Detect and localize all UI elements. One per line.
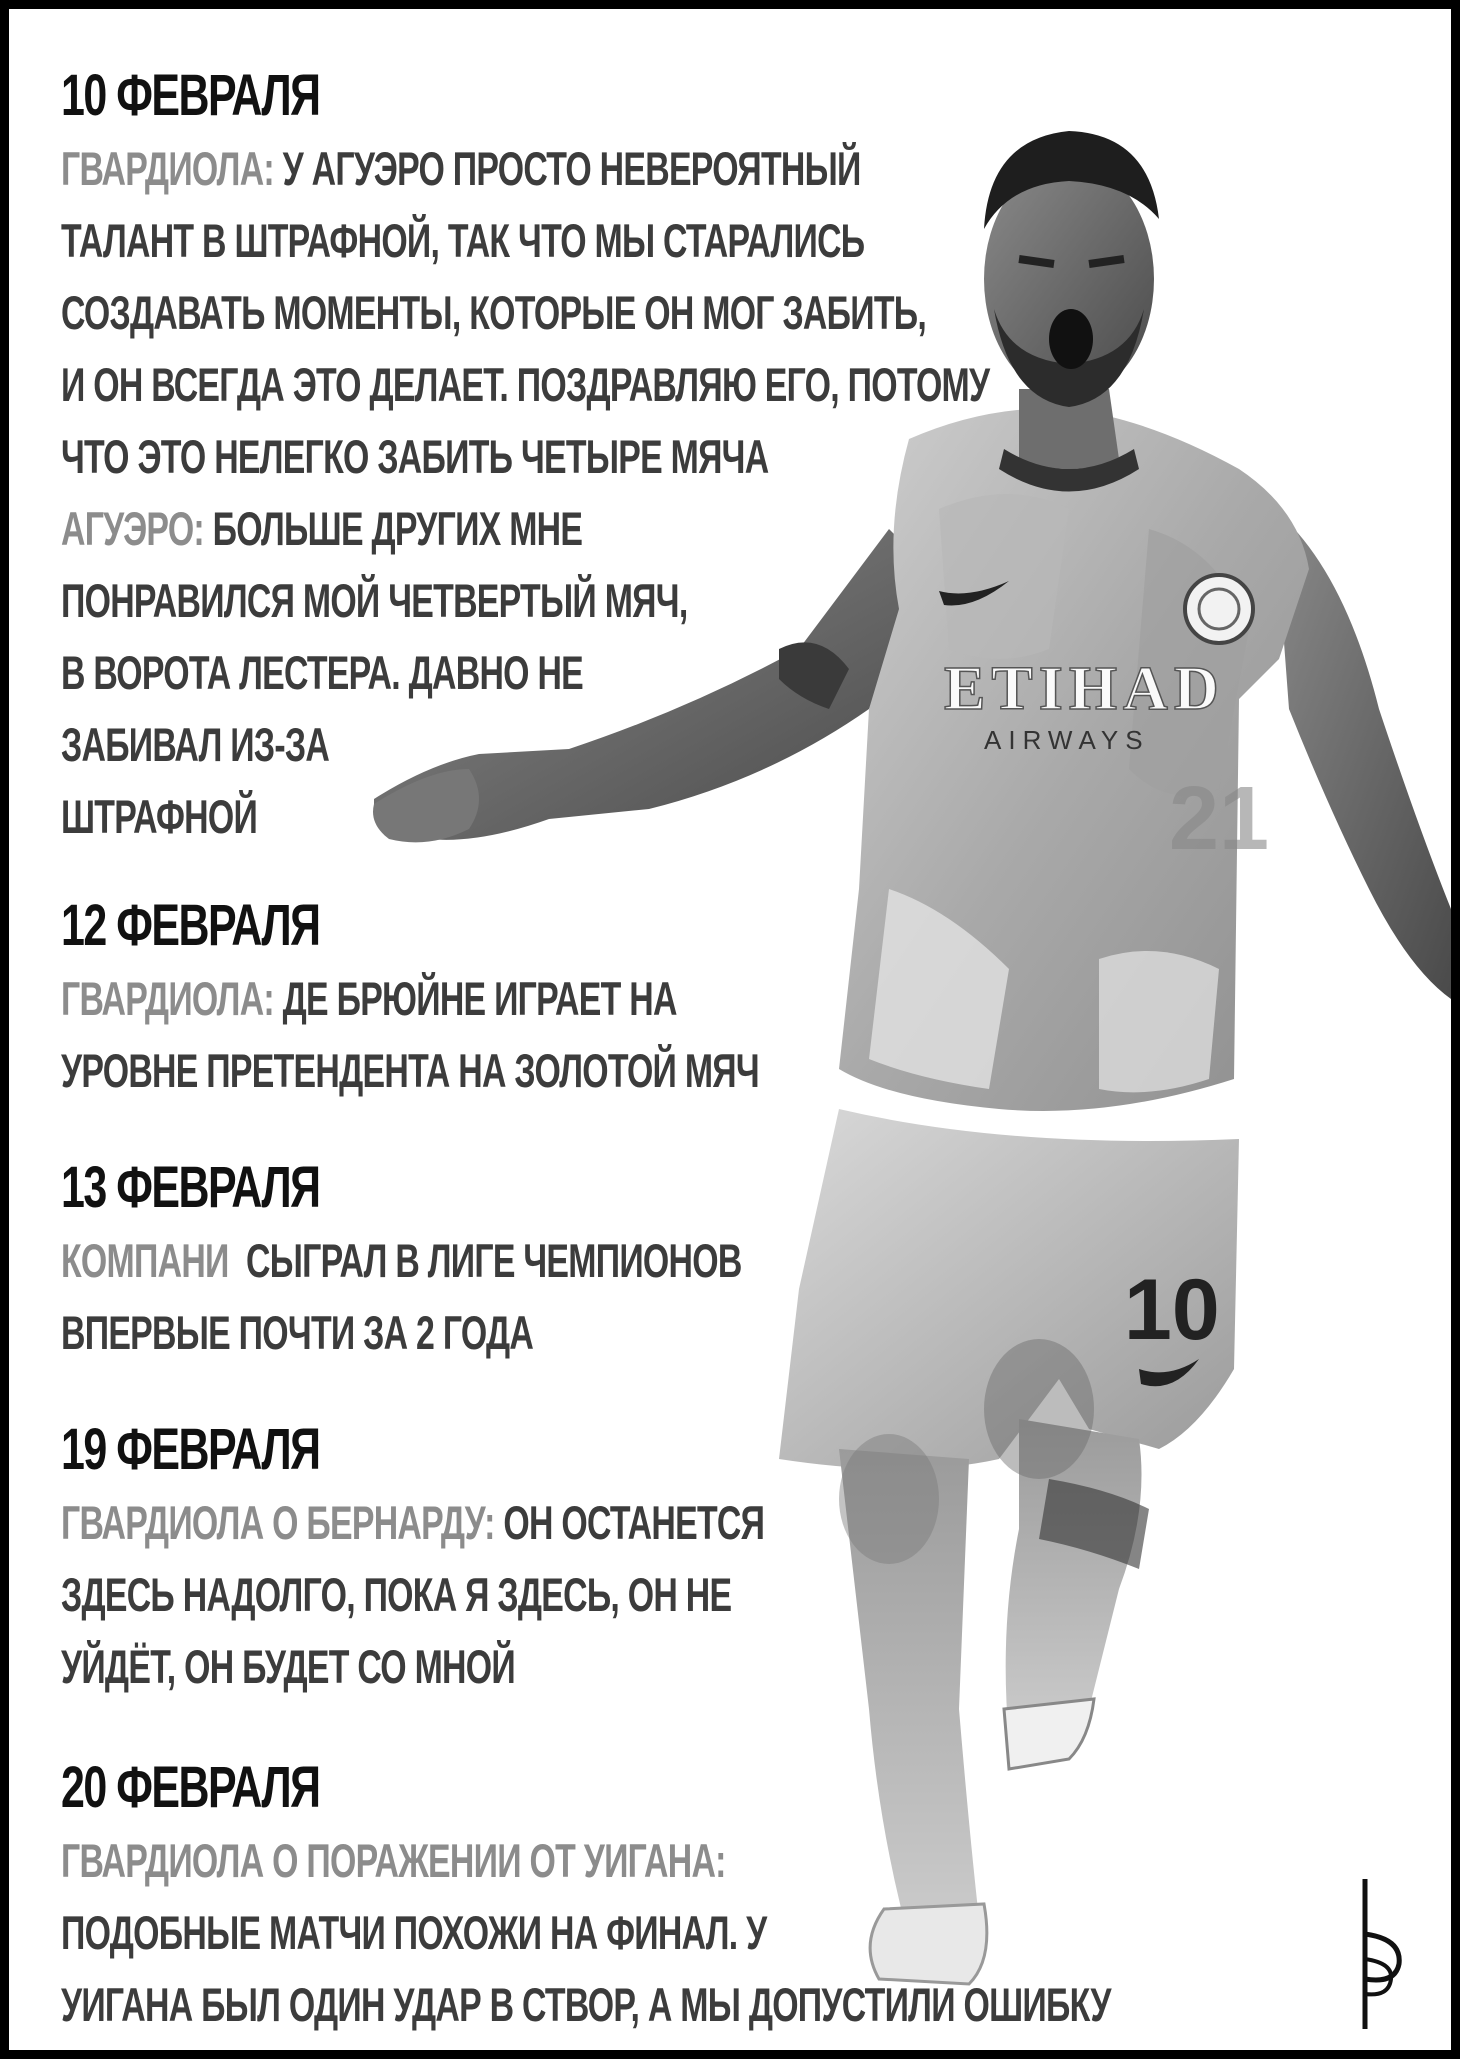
quote-line: УЙДЁТ, ОН БУДЕТ СО МНОЙ [61,1640,515,1693]
quote-line: ВПЕРВЫЕ ПОЧТИ ЗА 2 ГОДА [61,1306,534,1359]
speaker-label: АГУЭРО: [61,502,204,555]
entry-quote [61,1225,742,1369]
speaker-label: ГВАРДИОЛА: [61,972,274,1025]
shirt-sponsor-sub: AIRWAYS [984,725,1150,755]
shorts-number: 10 [1124,1262,1220,1358]
entry-date: 12 ФЕВРАЛЯ [61,893,320,958]
entry-quote [61,1825,1111,2041]
shirt-number: 21 [1169,769,1270,869]
speaker-label: ГВАРДИОЛА О ПОРАЖЕНИИ ОТ УИГАНА: [61,1834,726,1887]
quote-line: ДЕ БРЮЙНЕ ИГРАЕТ НА [282,972,677,1025]
quote-line: В ВОРОТА ЛЕСТЕРА. ДАВНО НЕ [61,646,584,699]
quote-line: И ОН ВСЕГДА ЭТО ДЕЛАЕТ. ПОЗДРАВЛЯЮ ЕГО, ПОТОМУ [61,358,990,411]
entry-feb-13 [61,1155,1006,1369]
quote-line: У АГУЭРО ПРОСТО НЕВЕРОЯТНЫЙ [282,142,861,195]
entry-quote [61,963,759,1107]
quote-line: ЗДЕСЬ НАДОЛГО, ПОКА Я ЗДЕСЬ, ОН НЕ [61,1568,732,1621]
entry-feb-19 [61,1417,1038,1703]
entry-feb-10 [61,63,1350,853]
quote-line: ЧТО ЭТО НЕЛЕГКО ЗАБИТЬ ЧЕТЫРЕ МЯЧА [61,430,769,483]
entry-date: 13 ФЕВРАЛЯ [61,1155,320,1220]
quote-line: ПОДОБНЫЕ МАТЧИ ПОХОЖИ НА ФИНАЛ. У [61,1906,767,1959]
entry-quote [61,133,989,853]
quote-line: ЗАБИВАЛ ИЗ-ЗА [61,718,330,771]
quote-line: СЫГРАЛ В ЛИГЕ ЧЕМПИОНОВ [246,1234,742,1287]
speaker-label: ГВАРДИОЛА О БЕРНАРДУ: [61,1496,495,1549]
quote-line: БОЛЬШЕ ДРУГИХ МНЕ [212,502,583,555]
entry-date: 19 ФЕВРАЛЯ [61,1417,320,1482]
quote-line: ШТРАФНОЙ [61,790,258,843]
quote-line: УИГАНА БЫЛ ОДИН УДАР В СТВОР, А МЫ ДОПУСТИЛИ ОШИБКУ [61,1978,1111,2031]
quote-line: ТАЛАНТ В ШТРАФНОЙ, ТАК ЧТО МЫ СТАРАЛИСЬ [61,214,865,267]
entry-date: 10 ФЕВРАЛЯ [61,63,320,128]
entry-feb-20 [61,1755,1451,2041]
quote-line: ОН ОСТАНЕТСЯ [503,1496,765,1549]
quote-line: ПОНРАВИЛСЯ МОЙ ЧЕТВЕРТЫЙ МЯЧ, [61,574,688,627]
entry-date: 20 ФЕВРАЛЯ [61,1755,320,1820]
speaker-label: ГВАРДИОЛА: [61,142,274,195]
quote-line: СОЗДАВАТЬ МОМЕНТЫ, КОТОРЫЕ ОН МОГ ЗАБИТЬ, [61,286,927,339]
speaker-label: КОМПАНИ [61,1234,229,1287]
monogram-logo-icon [1347,1879,1407,2029]
shirt-sponsor: ETIHAD [944,655,1225,723]
entry-quote [61,1487,764,1703]
quote-line: УРОВНЕ ПРЕТЕНДЕНТА НА ЗОЛОТОЙ МЯЧ [61,1044,759,1097]
entry-feb-12 [61,893,1030,1107]
poster [9,9,1451,2050]
